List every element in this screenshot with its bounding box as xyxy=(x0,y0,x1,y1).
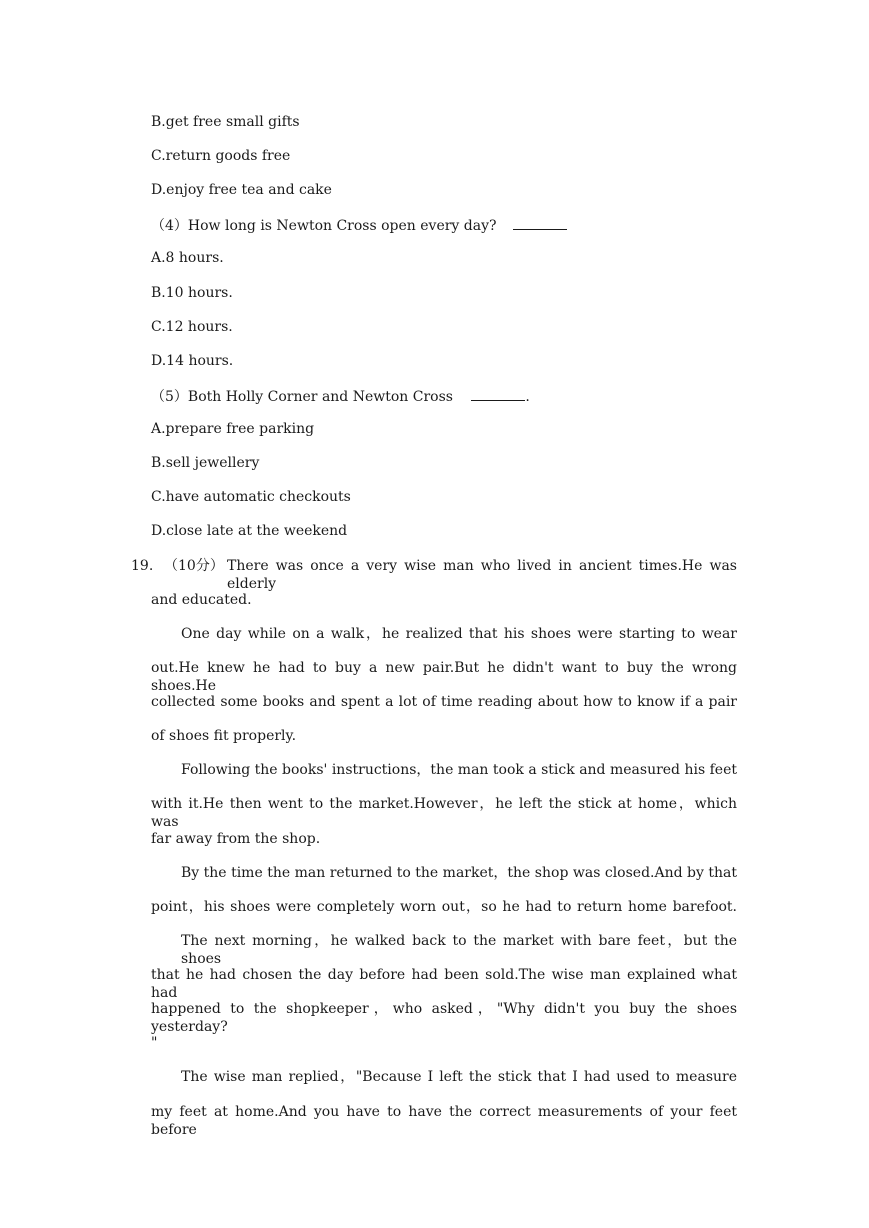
q3-option-b: B.get free small gifts xyxy=(151,114,300,130)
q5-option-d: D.close late at the weekend xyxy=(151,523,348,539)
passage-line: " xyxy=(151,1035,158,1051)
passage-line: happened to the shopkeeper，who asked，"Why didn't you buy the shoes yesterday? xyxy=(151,1001,737,1035)
q4-option-b: B.10 hours. xyxy=(151,285,233,301)
passage-line: The next morning，he walked back to the market with bare feet，but the shoes xyxy=(181,933,737,967)
passage-line: One day while on a walk，he realized that his shoes were starting to wear xyxy=(181,626,737,642)
passage-line: The wise man replied，"Because I left the stick that I had used to measure xyxy=(181,1069,737,1085)
passage-line: that he had chosen the day before had been sold.The wise man explained what had xyxy=(151,967,737,1001)
q4-option-d: D.14 hours. xyxy=(151,353,234,369)
q19-points: （10分） xyxy=(164,558,224,574)
passage-line: Following the books' instructions，the man took a stick and measured his feet xyxy=(181,762,737,778)
q5-stem xyxy=(151,386,530,406)
passage-line: far away from the shop. xyxy=(151,831,321,847)
passage-line: There was once a very wise man who lived in ancient times.He was elderly xyxy=(227,558,737,592)
passage-line: my feet at home.And you have to have the correct measurements of your feet before xyxy=(151,1104,737,1138)
q4-answer-blank[interactable] xyxy=(513,215,567,230)
passage-line: and educated. xyxy=(151,592,252,608)
q5-option-c: C.have automatic checkouts xyxy=(151,489,351,505)
q5-stem-text: （5）Both Holly Corner and Newton Cross xyxy=(151,389,453,405)
q5-answer-blank[interactable] xyxy=(471,386,525,401)
q4-stem-text: （4）How long is Newton Cross open every day? xyxy=(151,218,497,234)
passage-line: collected some books and spent a lot of time reading about how to know if a pair xyxy=(151,694,737,710)
passage-line: out.He knew he had to buy a new pair.But he didn't want to buy the wrong shoes.He xyxy=(151,660,737,694)
passage-line: of shoes fit properly. xyxy=(151,728,297,744)
q4-option-a: A.8 hours. xyxy=(151,250,224,266)
passage-line: with it.He then went to the market.However，he left the stick at home，which was xyxy=(151,796,737,830)
passage-line: point，his shoes were completely worn out，so he had to return home barefoot. xyxy=(151,899,737,915)
passage-line: By the time the man returned to the market，the shop was closed.And by that xyxy=(181,865,737,881)
q5-option-a: A.prepare free parking xyxy=(151,421,315,437)
q3-option-c: C.return goods free xyxy=(151,148,291,164)
q4-option-c: C.12 hours. xyxy=(151,319,233,335)
q5-stem-end: . xyxy=(525,389,530,405)
q5-option-b: B.sell jewellery xyxy=(151,455,260,471)
q3-option-d: D.enjoy free tea and cake xyxy=(151,182,332,198)
q19-number: 19. xyxy=(131,558,154,574)
q4-stem xyxy=(151,215,567,235)
